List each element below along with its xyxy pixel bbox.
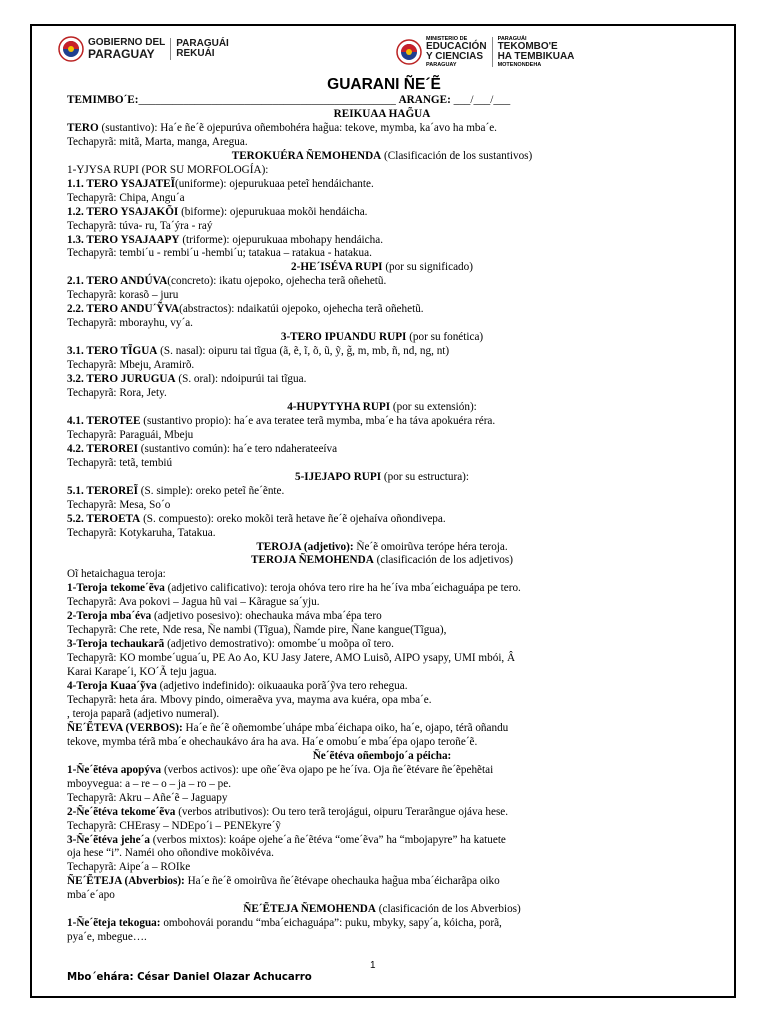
text-run: (verbos mixtos): koápe ojehe´a ñe´ẽtéva “ome´ẽva” ha “mbojapyre” ha katuete (149, 833, 506, 846)
text-run: Ñe´ẽ omoirũva terópe héra teroja. (353, 540, 508, 553)
bold-term: ARANGE: (398, 94, 451, 106)
text-line (67, 234, 697, 248)
text-line (67, 722, 697, 736)
text-run: (verbos atributivos): Ou tero terã terojágui, oipuru Terarãngue ojáva hese. (175, 805, 509, 818)
text-run: Techapyrã: túva- ru, Ta´ýra - raý (67, 219, 213, 232)
text-line (67, 220, 697, 234)
text-run: (adjetivo posesivo): ohechauka máva mba´épa tero (151, 610, 382, 623)
text-line (67, 289, 697, 303)
text-run: Techapyrã: heta ára. Mbovy pindo, oimeraẽva yva, mayma ava kuéra, opa mba´e. (67, 693, 432, 706)
gobierno-line1: GOBIERNO DEL (88, 37, 166, 48)
text-line (67, 541, 697, 555)
bold-term: REIKUAA HAG̃UA (333, 107, 431, 120)
text-run: (por su extensión): (390, 400, 477, 413)
bold-term: TEROJA ÑEMOHENDA (251, 554, 374, 567)
text-line (67, 917, 697, 931)
tek-small2: MOTENONDEHA (497, 62, 542, 68)
text-line (67, 317, 697, 331)
bold-term: 3-TERO IPUANDU RUPI (280, 331, 407, 344)
text-line (67, 373, 697, 387)
text-run: Techapyrã: Chipa, Angu´a (67, 191, 185, 204)
bold-term: Ñe´ẽtéva oñembojo´a péicha: (312, 749, 452, 762)
text-run: Techapyrã: tembi´u - rembi´u -hembi´u; tatakua – ratakua - hatakua. (67, 247, 372, 260)
bold-term: 2-Teroja mba´éva (67, 610, 152, 623)
bold-term: ÑE´ẼTEJA (Abverbios): (67, 875, 185, 888)
text-run: (biforme): ojepurukuaa mokõi hendáicha. (178, 205, 368, 218)
text-line (67, 764, 697, 778)
text-run: ______________________________________________ (138, 94, 399, 106)
text-run: Techapyrã: korasõ – juru (67, 289, 179, 302)
text-line (67, 415, 697, 429)
text-line (67, 471, 697, 485)
text-run: oja hese “i”. Naméi oho oñondive mokõivéva. (67, 847, 274, 860)
text-run: Techapyrã: Ava pokovi – Jagua hũ vai – Kãrague sa´yju. (67, 596, 320, 609)
bold-term: 2-Ñe´ẽtéva tekome´ẽva (67, 805, 176, 818)
text-line (67, 806, 697, 820)
text-run: (concreto): ikatu ojepoko, ojehecha terã oñehetũ. (167, 275, 387, 288)
bold-term: 1.1. TERO YSAJATEĨ (67, 177, 175, 190)
text-line (67, 401, 697, 415)
text-run: Karai Karape´i, KO´Ã teju jagua. (67, 666, 217, 679)
text-run: pya´e, mbegue…. (67, 931, 147, 944)
text-line (67, 582, 697, 596)
text-line (67, 903, 697, 917)
text-run: 1-YJYSA RUPI (POR SU MORFOLOGÍA): (67, 163, 269, 176)
text-run: (S. compuesto): oreko mokõi terã hetave ñe´ẽ ojehaíva oñondivepa. (140, 512, 446, 525)
text-run: (por su estructura): (381, 470, 469, 483)
bold-term: 2-HE´ISÉVA RUPI (291, 261, 383, 274)
text-line (67, 387, 697, 401)
text-run: (abstractos): ndaikatúi ojepoko, ojehecha terã oñehetũ. (179, 303, 424, 316)
bold-term: 5-IJEJAPO RUPI (294, 470, 382, 483)
document-title: GUARANI ÑE´Ẽ (327, 76, 441, 93)
text-line (67, 178, 697, 192)
text-run: (sustantivo propio): ha´e ava teratee terã mymba, mba´e ha táva apokuéra réra. (140, 414, 496, 427)
text-line (67, 889, 697, 903)
tek-line2: HA TEMBIKUAA (497, 51, 575, 62)
text-line (67, 931, 697, 945)
logo-divider (170, 38, 171, 60)
text-run: Oĩ hetaichagua teroja: (67, 568, 166, 581)
text-line (67, 345, 697, 359)
text-run: (verbos activos): upe oñe´ẽva ojapo pe he´íva. Oja ñe´ẽtévare ñe´ẽpehẽtai (161, 763, 494, 776)
bold-term: TEMIMBO´E: (67, 94, 139, 106)
text-run: (S. simple): oreko peteĩ ñe´ẽnte. (137, 484, 285, 497)
text-run: Techapyrã: Che rete, Nde resa, Ñe nambi (Tĩgua), Ñamde pire, Ñane kangue(Tĩgua), (67, 624, 447, 637)
text-run: (clasificación de los Abverbios) (375, 903, 521, 916)
text-run: (sustantivo común): ha´e tero ndaherateeíva (137, 442, 338, 455)
bold-term: 3.1. TERO TĨGUA (67, 345, 158, 358)
text-line (67, 164, 697, 178)
rekuai-line1: PARAGUÁI (176, 38, 229, 49)
tek-small: PARAGUÁI (497, 36, 527, 42)
bold-term: 1-Teroja tekome´ẽva (67, 582, 165, 595)
bold-term: 2.2. TERO ANDU´ỸVA (67, 303, 180, 316)
text-line (67, 610, 697, 624)
text-run: (por su fonética) (406, 331, 484, 344)
mec-logo (396, 36, 574, 68)
text-line (67, 443, 697, 457)
text-line (67, 875, 697, 889)
text-run: Techapyrã: mitã, Marta, manga, Aregua. (67, 135, 248, 148)
bold-term: 1-Ñe´ẽtéva apopýva (67, 763, 162, 776)
text-line (67, 303, 697, 317)
text-line (67, 861, 697, 875)
text-run: ombohovái porandu “mba´eichaguápa”: puku, mbyky, sapy´a, kóicha, porã, (160, 917, 502, 930)
bold-term: 4.2. TEROREI (67, 442, 138, 455)
text-line (67, 513, 697, 527)
text-line (67, 94, 697, 108)
text-run: (S. nasal): oipuru tai tĩgua (ã, ẽ, ĩ, õ, ũ, ỹ, g̃, m, mb, ñ, nd, ng, nt) (157, 345, 450, 358)
page-number: 1 (370, 960, 376, 971)
text-run: mba´e´apo (67, 889, 115, 902)
text-run: Techapyrã: Aipe´a – ROIke (67, 861, 191, 874)
rekuai-line2: REKUÁI (176, 48, 215, 59)
text-run: (triforme): ojepurukuaa mbohapy hendáicha. (179, 233, 383, 246)
text-line (67, 331, 697, 345)
bold-term: 5.2. TEROETA (67, 512, 141, 525)
bold-term: 1.3. TERO YSAJAAPY (67, 233, 180, 246)
teacher-footer: Mbo´ehára: César Daniel Olazar Achucarro (67, 972, 312, 983)
text-run: (sustantivo): Ha´e ñe´ẽ ojepurúva oñembohéra hag̃ua: tekove, mymba, ka´avo ha mba´e. (98, 121, 497, 134)
text-line (67, 820, 697, 834)
mec-line1: EDUCACIÓN (426, 41, 487, 52)
mec-small2: PARAGUAY (426, 62, 457, 68)
text-run: Techapyrã: Rora, Jety. (67, 387, 167, 400)
text-line (67, 736, 697, 750)
text-run: Techapyrã: Paraguái, Mbeju (67, 428, 194, 441)
text-line (67, 247, 697, 261)
text-line (67, 499, 697, 513)
text-run: Techapyrã: Kotykaruha, Tatakua. (67, 526, 216, 539)
bold-term: 4-Teroja Kuaa´ỹva (67, 680, 157, 693)
text-run: Techapyrã: KO mombe´ugua´u, PE Ao Ao, KU Jasy Jatere, AMO Luisõ, AIPO ysapy, UMI mbói, Â (67, 652, 516, 665)
text-line (67, 680, 697, 694)
bold-term: 2.1. TERO ANDÚVA (67, 275, 168, 288)
text-line (67, 554, 697, 568)
mec-seal-icon (396, 39, 422, 65)
text-run: Techapyrã: tetã, tembiú (67, 456, 173, 469)
bold-term: ÑE´ẼTEVA (VERBOS): (67, 721, 183, 734)
text-run: Techapyrã: Akru – Añe´ẽ – Jaguapy (67, 791, 228, 804)
text-run: mboyvegua: a – re – o – ja – ro – pe. (67, 777, 232, 790)
text-line (67, 527, 697, 541)
logo-divider (492, 37, 493, 67)
document-body (67, 94, 697, 945)
bold-term: 3-Ñe´ẽtéva jehe´a (67, 833, 150, 846)
text-line (67, 778, 697, 792)
text-line (67, 206, 697, 220)
text-line (67, 192, 697, 206)
text-line (67, 834, 697, 848)
text-line (67, 275, 697, 289)
header-logos (50, 34, 718, 66)
text-line (67, 568, 697, 582)
text-run: (adjetivo indefinido): oikuaauka porã´ỹva tero rehegua. (156, 680, 408, 693)
bold-term: 4-HUPYTYHA RUPI (287, 400, 391, 413)
gobierno-line2: PARAGUAY (88, 47, 155, 61)
text-run: (Clasificación de los sustantivos) (381, 149, 533, 162)
text-run: Techapyrã: Mesa, So´o (67, 498, 171, 511)
text-line (67, 624, 697, 638)
text-line (67, 847, 697, 861)
text-run: , teroja paparã (adjetivo numeral). (67, 707, 220, 720)
bold-term: 3-Teroja techaukarã (67, 638, 165, 651)
text-line (67, 694, 697, 708)
text-line (67, 708, 697, 722)
text-run: Ha´e ñe´ẽ omoirũva ñe´ẽtévape ohechauka hag̃ua mba´éicharãpa oiko (184, 875, 500, 888)
mec-line2: Y CIENCIAS (426, 51, 484, 62)
text-run: tekove, mymba térã mba´e ohechaukávo ára ha ava. Ha´e omobu´e mba´épa ojapo teroñe´ẽ. (67, 735, 478, 748)
bold-term: 4.1. TEROTEE (67, 414, 141, 427)
text-line (67, 261, 697, 275)
text-run: (adjetivo demostrativo): omombe´u moõpa oĩ tero. (164, 638, 394, 651)
bold-term: 3.2. TERO JURUGUA (67, 373, 176, 386)
text-run: Techapyrã: Mbeju, Aramirõ. (67, 359, 195, 372)
text-line (67, 108, 697, 122)
text-run: Ha´e ñe´ẽ oñemombe´uhápe mba´éichapa oiko, ha´e, ojapo, térã oñandu (182, 721, 509, 734)
text-run: (por su significado) (382, 261, 473, 274)
text-line (67, 750, 697, 764)
tek-line1: TEKOMBO'E (497, 41, 558, 52)
text-run: (adjetivo calificativo): teroja ohóva tero rire ha he´íva mba´eichaguápa pe tero. (164, 582, 521, 595)
text-line (67, 792, 697, 806)
text-line (67, 136, 697, 150)
bold-term: TERO (67, 121, 99, 134)
text-line (67, 638, 697, 652)
text-line (67, 666, 697, 680)
text-line (67, 457, 697, 471)
text-line (67, 596, 697, 610)
text-run: (clasificación de los adjetivos) (373, 554, 513, 567)
gobierno-logo (58, 36, 229, 62)
text-run: Techapyrã: CHErasy – NDEpo´i – PENEkyre´ỹ (67, 819, 281, 832)
bold-term: TEROJA (adjetivo): (256, 540, 354, 553)
text-run: (uniforme): ojepurukuaa peteĩ hendáichante. (174, 177, 374, 190)
mec-small: MINISTERIO DE (426, 36, 468, 42)
text-line (67, 485, 697, 499)
text-run: (S. oral): ndoipurúi tai tĩgua. (175, 373, 307, 386)
text-line (67, 359, 697, 373)
text-run: Techapyrã: mborayhu, vy´a. (67, 317, 193, 330)
text-run: ___/___/___ (450, 94, 511, 106)
text-line (67, 150, 697, 164)
bold-term: TEROKUÉRA ÑEMOHENDA (231, 149, 382, 162)
bold-term: 1.2. TERO YSAJAKÕI (67, 205, 179, 218)
gobierno-seal-icon (58, 36, 84, 62)
text-line (67, 652, 697, 666)
bold-term: ÑE´ẼTEJA ÑEMOHENDA (243, 903, 376, 916)
bold-term: 5.1. TEROREĨ (67, 484, 138, 497)
text-line (67, 122, 697, 136)
text-line (67, 429, 697, 443)
bold-term: 1-Ñe´ẽteja tekogua: (67, 917, 161, 930)
